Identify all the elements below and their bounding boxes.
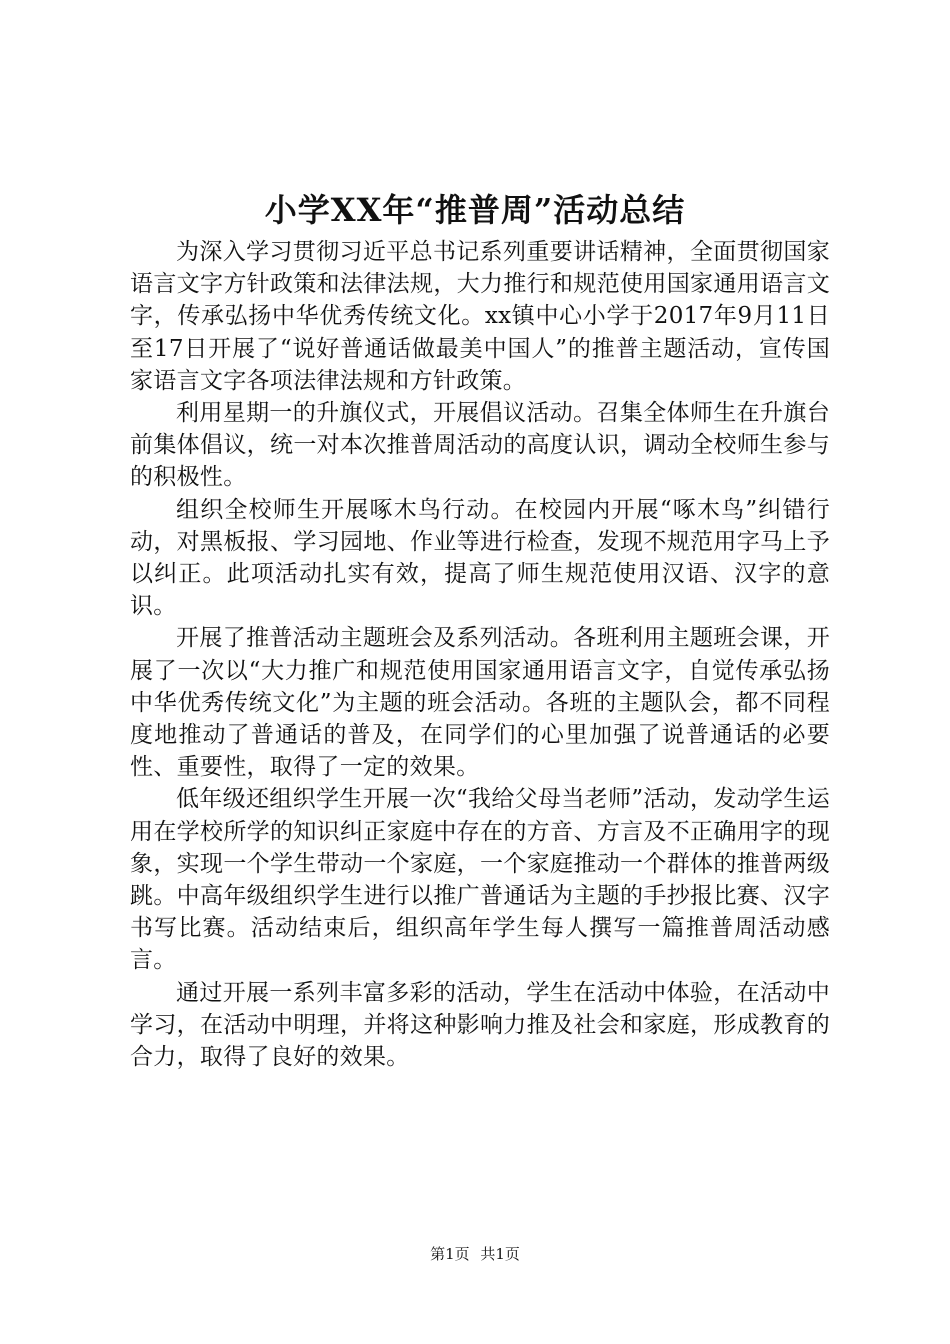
page-total: 共1页 (480, 1245, 520, 1263)
paragraph-conclusion: 通过开展一系列丰富多彩的活动，学生在活动中体验，在活动中学习，在活动中明理，并将这种影响力推及社会和家庭，形成教育的合力，取得了良好的效果。 (130, 979, 830, 1071)
document-title: 小学XX年“推普周”活动总结 (264, 191, 686, 229)
paragraph-intro: 为深入学习贯彻习近平总书记系列重要讲话精神，全面贯彻国家语言文字方针政策和法律法规，大力推行和规范使用国家通用语言文字，传承弘扬中华优秀传统文化。xx镇中心小学于2017年9月11日至17日开展了“说好普通话做最美中国人”的推普主题活动，宣传国家语言文字各项法律法规和方针政策。 (130, 239, 830, 394)
page-footer (0, 1244, 950, 1264)
document-body (130, 236, 830, 1073)
paragraph-woodpecker-action: 组织全校师生开展啄木鸟行动。在校园内开展“啄木鸟”纠错行动，对黑板报、学习园地、作业等进行检查，发现不规范用字马上予以纠正。此项活动扎实有效，提高了师生规范使用汉语、汉字的意识。 (130, 496, 830, 620)
paragraph-flag-ceremony: 利用星期一的升旗仪式，开展倡议活动。召集全体师生在升旗台前集体倡议，统一对本次推普周活动的高度认识，调动全校师生参与的积极性。 (130, 400, 830, 491)
page-number: 第1页 (430, 1245, 470, 1263)
paragraph-class-meeting: 开展了推普活动主题班会及系列活动。各班利用主题班会课，开展了一次以“大力推广和规范使用国家通用语言文字，自觉传承弘扬中华优秀传统文化”为主题的班会活动。各班的主题队会，都不同程度地推动了普通话的普及，在同学们的心里加强了说普通话的必要性、重要性，取得了一定的效果。 (130, 625, 830, 781)
paragraph-grade-activities: 低年级还组织学生开展一次“我给父母当老师”活动，发动学生运用在学校所学的知识纠正家庭中存在的方音、方言及不正确用字的现象，实现一个学生带动一个家庭，一个家庭推动一个群体的推普两级跳。中高年级组织学生进行以推广普通话为主题的手抄报比赛、汉字书写比赛。活动结束后，组织高年学生每人撰写一篇推普周活动感言。 (130, 786, 830, 974)
